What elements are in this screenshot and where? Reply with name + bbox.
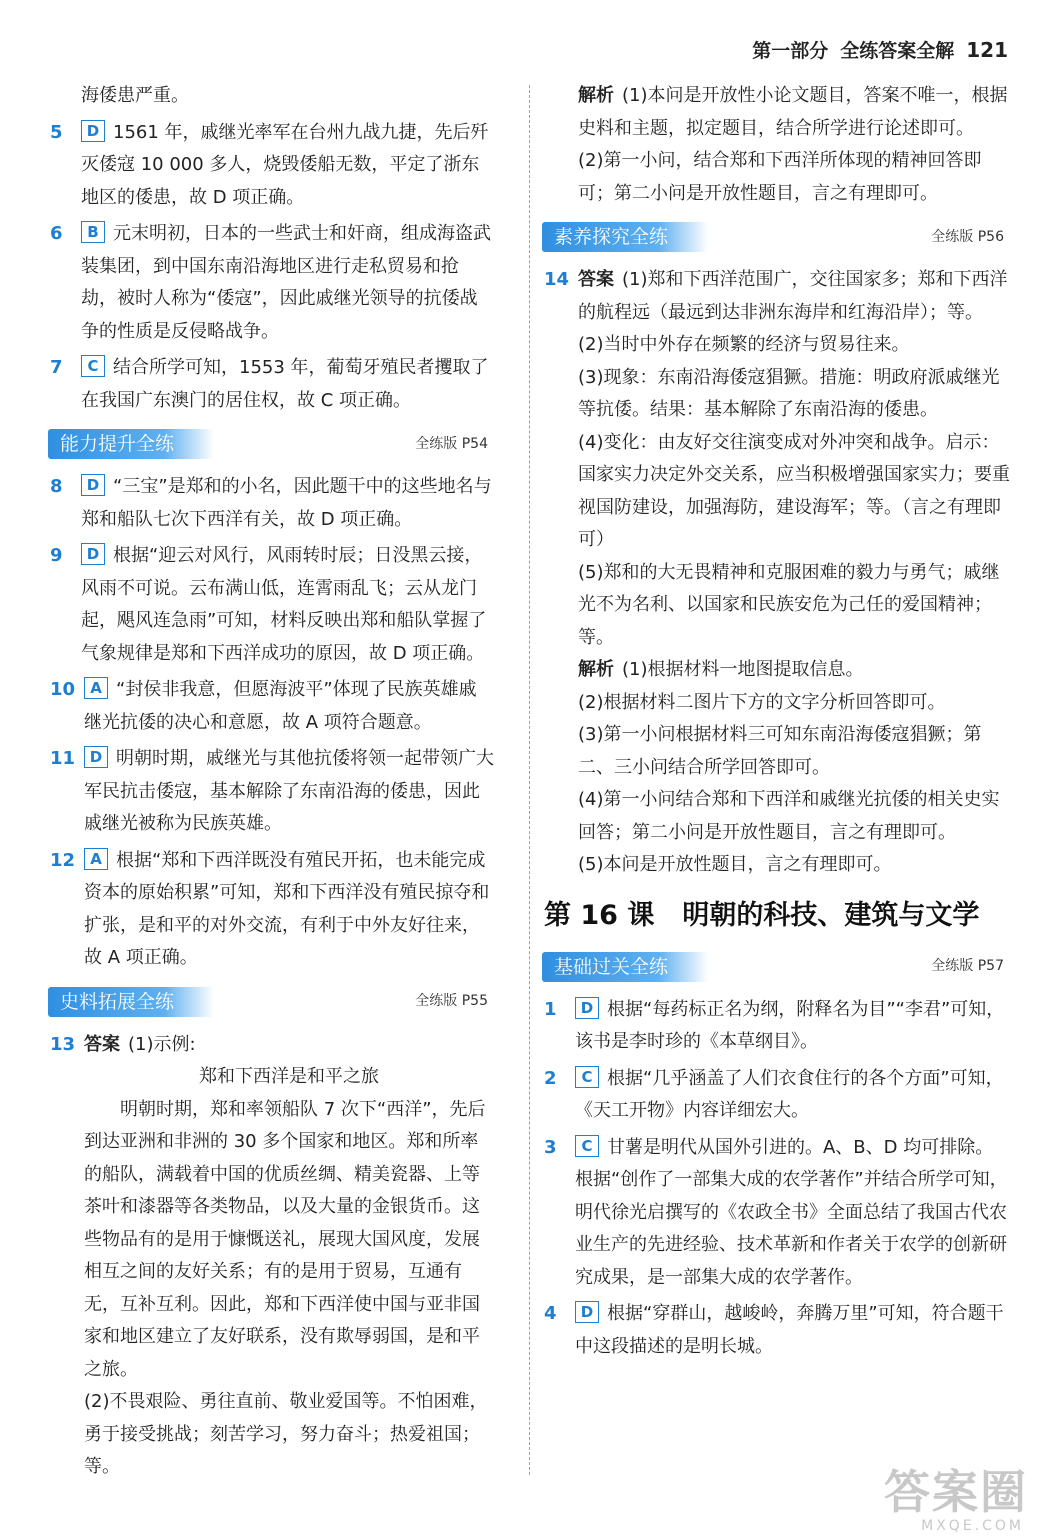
question-text: “封侯非我意，但愿海波平”体现了民族英雄戚继光抗倭的决心和意愿，故 A 项符合题意。 xyxy=(84,679,477,733)
header-title: 全练答案全解 xyxy=(840,40,955,62)
section-banner-literacy xyxy=(542,220,1010,254)
banner-tag: 史料拓展全练 xyxy=(48,987,214,1017)
answer-box: D xyxy=(81,474,105,496)
answer-part-5: (5)郑和的大无畏精神和克服困难的毅力与勇气；戚继光不为名利、以国家和民族安危为己任的爱国精神；等。 xyxy=(578,561,1000,648)
intro-text: 海倭患严重。 xyxy=(81,85,189,106)
question-number: 11 xyxy=(50,748,76,769)
answer-part-2: (2)当时中外存在频繁的经济与贸易往来。 xyxy=(578,334,910,355)
answer-box: D xyxy=(575,997,599,1019)
page-header xyxy=(752,36,1008,63)
question-text: 根据“迎云对风行，风雨转时辰；日没黑云接，风雨不可说。云布满山低，连霄雨乱飞；云从龙门起，飓风连急雨”可知，材料反映出郑和船队掌握了气象规律是郑和下西洋成功的原因，故 D 项正确。 xyxy=(81,545,487,664)
question-number: 8 xyxy=(50,476,63,497)
question-number: 3 xyxy=(544,1136,557,1158)
question-11 xyxy=(50,743,494,841)
question-6 xyxy=(50,218,494,348)
analysis-part-5: (5)本问是开放性题目，言之有理即可。 xyxy=(578,854,892,875)
question-number: 5 xyxy=(50,121,63,143)
banner-ref: 全练版 P57 xyxy=(931,958,1004,975)
analysis-part-2: (2)第一小问，结合郑和下西洋所体现的精神回答即可；第二小问是开放性题目，言之有理即可。 xyxy=(578,150,982,204)
banner-ref: 全练版 P54 xyxy=(415,435,488,452)
answer-box: C xyxy=(575,1135,599,1157)
page-number: 121 xyxy=(966,38,1008,62)
section-banner-basic xyxy=(542,950,1010,984)
banner-tag: 基础过关全练 xyxy=(542,952,708,982)
question-number: 10 xyxy=(50,679,76,700)
lesson-number: 第 16 课 xyxy=(544,899,655,931)
question-text: 根据“每药标正名为纲，附释名为目”“李君”可知，该书是李时珍的《本草纲目》。 xyxy=(575,998,1005,1052)
answer-box: A xyxy=(84,848,108,870)
question-number: 7 xyxy=(50,357,63,378)
question-number: 9 xyxy=(50,545,63,566)
left-column xyxy=(50,80,494,1488)
column-divider xyxy=(529,85,530,1475)
question-text: 根据“郑和下西洋既没有殖民开拓，也未能完成资本的原始积累”可知，郑和下西洋没有殖民掠夺和扩张，是和平的对外交流，有利于中外友好往来，故 A 项正确。 xyxy=(84,849,490,968)
watermark-url: MXQE.COM xyxy=(921,1518,1024,1534)
question-text: 根据“几乎涵盖了人们衣食住行的各个方面”可知，《天工开物》内容详细宏大。 xyxy=(575,1067,1004,1121)
lesson-heading xyxy=(544,896,1010,936)
answer-part-4: (4)变化：由友好交往演变成对外冲突和战争。启示：国家实力决定外交关系，应当积极增强国家实力；要重视国防建设，加强海防，建设海军；等。（言之有理即可） xyxy=(578,431,1010,550)
question-text: “三宝”是郑和的小名，因此题干中的这些地名与郑和船队七次下西洋有关，故 D 项正确。 xyxy=(81,476,492,530)
question-number: 6 xyxy=(50,223,63,244)
question-number: 2 xyxy=(544,1067,557,1089)
question-text: 元末明初，日本的一些武士和奸商，组成海盗武装集团，到中国东南沿海地区进行走私贸易和抢劫，被时人称为“倭寇”，因此戚继光领导的抗倭战争的性质是反侵略战争。 xyxy=(81,223,491,342)
lesson-title: 明朝的科技、建筑与文学 xyxy=(682,899,980,931)
question-text: 根据“穿群山，越峻岭，奔腾万里”可知，符合题干中这段描述的是明长城。 xyxy=(575,1303,1004,1357)
analysis-part-1: (1)本问是开放性小论文题目，答案不唯一，根据史料和主题，拟定题目，结合所学进行论述即可。 xyxy=(578,85,1008,139)
question-8 xyxy=(50,471,494,536)
answer-part-1: (1)郑和下西洋范围广，交往国家多；郑和下西洋的航程远（最远到达非洲东海岸和红海沿岸）；等。 xyxy=(578,269,1008,323)
question-14 xyxy=(544,264,1010,882)
question-12 xyxy=(50,845,494,975)
question-number: 1 xyxy=(544,998,557,1020)
question-text: 1561 年，戚继光率军在台州九战九捷，先后歼灭倭寇 10 000 多人，烧毁倭船无数，平定了浙东地区的倭患，故 D 项正确。 xyxy=(81,121,489,208)
header-section: 第一部分 xyxy=(752,40,829,62)
question-text: 甘薯是明代从国外引进的。A、B、D 均可排除。根据“创作了一部集大成的农学著作”并结合所学可知，明代徐光启撰写的《农政全书》全面总结了我国古代农业生产的先进经验、技术革新和作者关于农学的创新研究成果，是一部集大成的农学著作。 xyxy=(575,1136,1008,1288)
analysis-label: 解析 xyxy=(578,659,614,680)
sub-answer-2: (2)不畏艰险、勇往直前、敬业爱国等。不怕困难，勇于接受挑战；刻苦学习，努力奋斗；热爱祖国；等。 xyxy=(84,1391,488,1477)
answer-box: D xyxy=(84,746,108,768)
question-number: 13 xyxy=(50,1033,76,1055)
section-banner-ability xyxy=(48,427,494,461)
analysis-part-4: (4)第一小问结合郑和下西洋和戚继光抗倭的相关史实回答；第二小问是开放性题目，言之有理即可。 xyxy=(578,789,1000,843)
question-2 xyxy=(544,1063,1010,1128)
analysis-label: 解析 xyxy=(578,85,614,106)
answer-label: 答案 xyxy=(84,1033,120,1055)
essay-title: 郑和下西洋是和平之旅 xyxy=(199,1066,379,1087)
answer-box: D xyxy=(81,543,105,565)
question-number: 4 xyxy=(544,1303,557,1324)
question-13 xyxy=(50,1029,494,1484)
sub-answer-1: (1)示例: xyxy=(128,1033,196,1055)
answer-box: B xyxy=(81,221,105,243)
banner-ref: 全练版 P55 xyxy=(415,993,488,1010)
answer-label: 答案 xyxy=(578,269,614,290)
question-number: 12 xyxy=(50,849,76,871)
question-text: 明朝时期，戚继光与其他抗倭将领一起带领广大军民抗击倭寇，基本解除了东南沿海的倭患，因此戚继光被称为民族英雄。 xyxy=(84,748,494,834)
section-banner-source xyxy=(48,985,494,1019)
answer-box: A xyxy=(84,677,108,699)
question-number: 14 xyxy=(544,269,570,290)
question-9 xyxy=(50,540,494,670)
answer-box: D xyxy=(575,1301,599,1323)
question-5 xyxy=(50,117,494,215)
banner-tag: 素养探究全练 xyxy=(542,222,708,252)
question-10 xyxy=(50,674,494,739)
question-7 xyxy=(50,352,494,417)
right-column xyxy=(544,80,1010,1367)
watermark-logo: 答案圈 xyxy=(884,1465,1028,1519)
banner-ref: 全练版 P56 xyxy=(931,228,1004,245)
answer-box: C xyxy=(575,1066,599,1088)
answer-box: C xyxy=(81,355,105,377)
question-13-analysis xyxy=(548,80,1010,210)
question-1 xyxy=(544,994,1010,1059)
answer-part-3: (3)现象：东南沿海倭寇猖獗。措施：明政府派戚继光等抗倭。结果：基本解除了东南沿海的倭患。 xyxy=(578,366,1000,420)
question-3 xyxy=(544,1132,1010,1295)
question-4 xyxy=(544,1298,1010,1363)
analysis-part-2: (2)根据材料二图片下方的文字分析回答即可。 xyxy=(578,691,946,713)
answer-box: D xyxy=(81,120,105,142)
question-text: 结合所学可知，1553 年，葡萄牙殖民者攫取了在我国广东澳门的居住权，故 C 项正确。 xyxy=(81,357,489,411)
analysis-part-1: (1)根据材料一地图提取信息。 xyxy=(622,659,864,680)
essay-body: 明朝时期，郑和率领船队 7 次下“西洋”，先后到达亚洲和非洲的 30 多个国家和地区。郑和所率的船队，满载着中国的优质丝绸、精美瓷器、上等茶叶和漆器等各类物品，以及大量的金银货币。这些物品有的是用于慷慨送礼，展现大国风度，发展相互之间的友好关系；有的是用于贸易，互通有无，互补互利。因此，郑和下西洋使中国与亚非国家和地区建立了友好联系，没有欺辱弱国，是和平之旅。 xyxy=(84,1098,486,1380)
banner-tag: 能力提升全练 xyxy=(48,429,214,459)
analysis-part-3: (3)第一小问根据材料三可知东南沿海倭寇猖獗；第二、三小问结合所学回答即可。 xyxy=(578,724,982,778)
